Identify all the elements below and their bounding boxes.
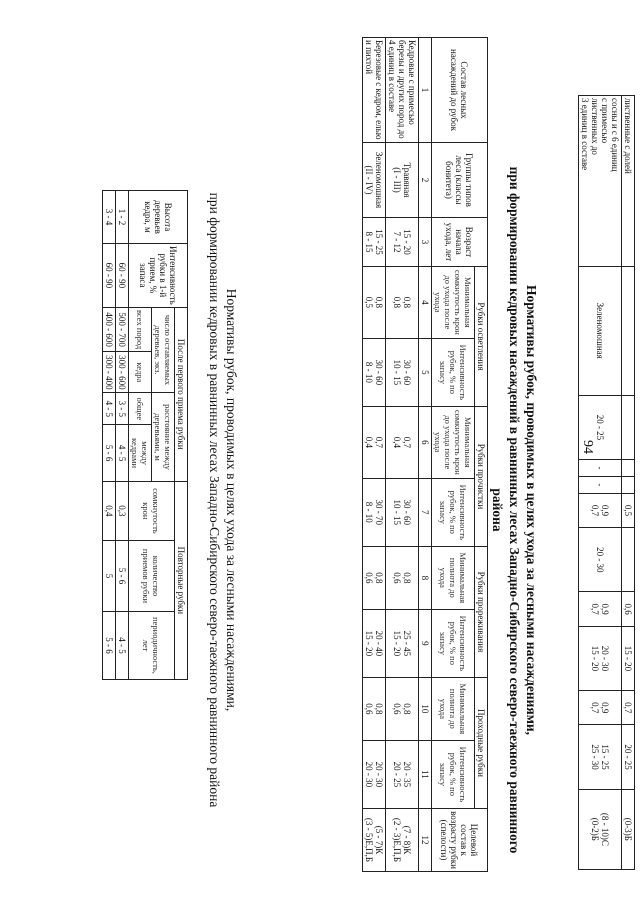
column-header: Минимальная сомкнутость крон до ухода после ухода bbox=[432, 406, 475, 478]
table-cell: 30 - 60 10 - 15 bbox=[386, 338, 419, 406]
section-subtitle-1: при формировании кедровых насаждений в равнинных лесах Западно-Сибирского северо-таежного равнинного района bbox=[490, 166, 522, 854]
table-cell: 0,9 0,7 bbox=[579, 592, 622, 626]
column-number: 11 bbox=[419, 740, 432, 808]
table-cell: 30 - 60 10 - 15 bbox=[386, 478, 419, 546]
column-header: всех пород bbox=[129, 307, 152, 352]
table-cell: 20 - 40 15 - 20 bbox=[363, 609, 386, 677]
table-cell: Зеленомошная bbox=[579, 266, 622, 395]
section-title-1: Нормативы рубок, проводимых в целях ухода за лесными насаждениями, bbox=[524, 284, 539, 736]
table-cell: 5 - 6 bbox=[103, 425, 116, 481]
column-header: Интенсивность рубок, % по запасу bbox=[432, 740, 475, 808]
table-cell: 5 - 6 bbox=[103, 611, 116, 679]
table-row bbox=[579, 96, 622, 870]
page-number: 94 bbox=[580, 440, 595, 454]
column-header: число оставляемых деревьев, экз. bbox=[152, 307, 175, 393]
table-cell bbox=[622, 266, 635, 395]
table-cell: 4 - 5 bbox=[116, 611, 129, 679]
column-header: между кедрами bbox=[129, 425, 152, 481]
column-header: количество приемов рубки bbox=[129, 541, 175, 612]
column-header: Рубки прочистки bbox=[475, 406, 488, 546]
table-cell: 25 - 45 15 - 20 bbox=[386, 609, 419, 677]
column-number: 2 bbox=[419, 143, 432, 218]
header-row bbox=[175, 191, 188, 680]
table-cell: 20 - 25 bbox=[579, 395, 622, 459]
section-title-2: Нормативы рубок, проводимых в целях ухода за лесными насаждениями, bbox=[224, 288, 239, 712]
column-number: 3 bbox=[419, 218, 432, 267]
table-cell: 15 - 20 bbox=[622, 626, 635, 690]
table-cell: Зеленомошная (II - IV) bbox=[363, 143, 386, 218]
table-cell: 4 - 5 bbox=[103, 393, 116, 425]
column-header: Минимальная полнота до ухода bbox=[432, 677, 475, 740]
table-cell: 5 bbox=[103, 541, 116, 612]
cedar-care-table bbox=[102, 190, 188, 680]
table-cell: 0,5 bbox=[622, 493, 635, 527]
table-cell: 0,8 0,6 bbox=[363, 677, 386, 740]
column-header: Рубки прореживания bbox=[475, 546, 488, 677]
table-cell: 0,7 bbox=[622, 691, 635, 725]
table-cell: - bbox=[579, 476, 622, 493]
column-number: 9 bbox=[419, 609, 432, 677]
table-cell: 5 - 6 bbox=[116, 541, 129, 612]
table-cell bbox=[622, 528, 635, 592]
column-header: Минимальная сомкнутость крон до ухода после ухода bbox=[432, 267, 475, 339]
column-header: кедра bbox=[129, 352, 152, 393]
table-cell: 0,3 bbox=[116, 481, 129, 540]
table-cell: (5 - 7)К (3 - 5)Е,П,Б bbox=[363, 809, 386, 872]
table-cell: 15 - 25 25 - 30 bbox=[579, 725, 622, 789]
table-cell: 15 - 25 8 - 15 bbox=[363, 218, 386, 267]
column-header: Повторные рубки bbox=[175, 481, 188, 679]
table-cell bbox=[622, 395, 635, 459]
table-row bbox=[116, 191, 129, 680]
table-cell: 0,9 0,7 bbox=[579, 493, 622, 527]
table-cell: (7 - 8)К (2 - 3)Е,П,Б bbox=[386, 809, 419, 872]
table-cell: 3 - 4 bbox=[103, 191, 116, 244]
table-cell: лиственные с долей bbox=[622, 96, 635, 267]
table-cell bbox=[622, 476, 635, 493]
table-cell: 0,8 0,6 bbox=[386, 546, 419, 609]
table-cell: (8 - 10)С (0-2)Б bbox=[579, 789, 622, 869]
column-header: Интенсивность рубок, % по запасу bbox=[432, 338, 475, 406]
column-header: Минимальная полнота до ухода bbox=[432, 546, 475, 609]
column-header: Состав лесных насаждений до рубок bbox=[432, 38, 488, 143]
table-row bbox=[103, 191, 116, 680]
column-header: Высота деревьев кедра, м bbox=[129, 191, 188, 244]
table-cell: Кедровые с примесью березы и других пород до 4 единиц в составе bbox=[386, 38, 419, 143]
table-cell: 1 - 2 bbox=[116, 191, 129, 244]
table-cell: 20 - 35 20 - 25 bbox=[386, 740, 419, 808]
table-cell: 0,8 0,8 bbox=[386, 267, 419, 339]
table-cell: 0,8 0,5 bbox=[363, 267, 386, 339]
section-subtitle-2: при формировании кедровых в равнинных лесах Западно-Сибирского северо-таежного равнинного района bbox=[207, 192, 222, 808]
column-number: 8 bbox=[419, 546, 432, 609]
table-cell: 300 - 400 bbox=[103, 352, 116, 393]
column-number: 12 bbox=[419, 809, 432, 872]
table-cell: сосны и с 6 единиц с примесью лиственных до 3 единиц в составе bbox=[579, 96, 622, 267]
table-cell: 20 - 30 bbox=[579, 528, 622, 592]
table-cell: Травяная (I - III) bbox=[386, 143, 419, 218]
table-cell: 0,6 bbox=[622, 592, 635, 626]
column-number: 10 bbox=[419, 677, 432, 740]
table-row bbox=[363, 38, 386, 872]
column-header: сомкнутость крон bbox=[129, 481, 175, 540]
cedar-norms-table bbox=[362, 37, 488, 872]
column-number: 5 bbox=[419, 338, 432, 406]
column-number: 1 bbox=[419, 38, 432, 143]
table-cell: 20 - 25 bbox=[622, 725, 635, 789]
column-header: периодичность, лет bbox=[129, 611, 175, 679]
column-number: 7 bbox=[419, 478, 432, 546]
table-cell: 20 - 30 20 - 30 bbox=[363, 740, 386, 808]
table-row bbox=[386, 38, 419, 872]
table-cell: 0,8 0,6 bbox=[386, 677, 419, 740]
column-header: После первого приема рубки bbox=[175, 307, 188, 481]
table-cell: 0,8 0,6 bbox=[363, 546, 386, 609]
column-header: Интенсивность рубок, % по запасу bbox=[432, 478, 475, 546]
column-header: Интенсивность рубок, % по запасу bbox=[432, 609, 475, 677]
column-header: Группы типов леса (классы бонитета) bbox=[432, 143, 488, 218]
table-cell: 30 - 60 8 - 10 bbox=[363, 338, 386, 406]
number-row bbox=[419, 38, 432, 872]
table-cell: 0,7 0,4 bbox=[386, 406, 419, 478]
table-cell: 20 - 30 15 - 20 bbox=[579, 626, 622, 690]
table-cell: 0,9 0,7 bbox=[579, 691, 622, 725]
table-cell: 0,7 0,4 bbox=[363, 406, 386, 478]
table-cell: 60 - 90 bbox=[116, 244, 129, 308]
table-cell bbox=[622, 460, 635, 477]
column-header: Целевой состав к возрасту рубки (спелости) bbox=[432, 809, 488, 872]
column-header: Проходные рубки bbox=[475, 677, 488, 808]
table-cell: (0-3)Б bbox=[622, 789, 635, 869]
table-row bbox=[622, 96, 635, 870]
header-row bbox=[475, 38, 488, 872]
continuation-table bbox=[578, 95, 635, 870]
table-cell: Березовые с кедром, елью и пихтой bbox=[363, 38, 386, 143]
column-header: расстояние между деревьями, м bbox=[152, 393, 175, 482]
table-cell: 15 - 20 7 - 12 bbox=[386, 218, 419, 267]
table-cell: 3 - 5 bbox=[116, 393, 129, 425]
table-cell: 30 - 70 8 - 10 bbox=[363, 478, 386, 546]
table-cell: - bbox=[579, 460, 622, 477]
table-cell: 0,4 bbox=[103, 481, 116, 540]
column-header: общее bbox=[129, 393, 152, 425]
table-cell: 300 - 600 bbox=[116, 352, 129, 393]
table-cell: 500 - 700 bbox=[116, 307, 129, 352]
table-cell: 4 - 5 bbox=[116, 425, 129, 481]
table-cell: 60 - 90 bbox=[103, 244, 116, 308]
column-number: 6 bbox=[419, 406, 432, 478]
column-number: 4 bbox=[419, 267, 432, 339]
table-cell: 400 - 600 bbox=[103, 307, 116, 352]
column-header: Интенсивность рубки в 1-й прием, % запаса bbox=[129, 244, 188, 308]
column-header: Рубки осветления bbox=[475, 267, 488, 407]
column-header: Возраст начала ухода, лет bbox=[432, 218, 488, 267]
